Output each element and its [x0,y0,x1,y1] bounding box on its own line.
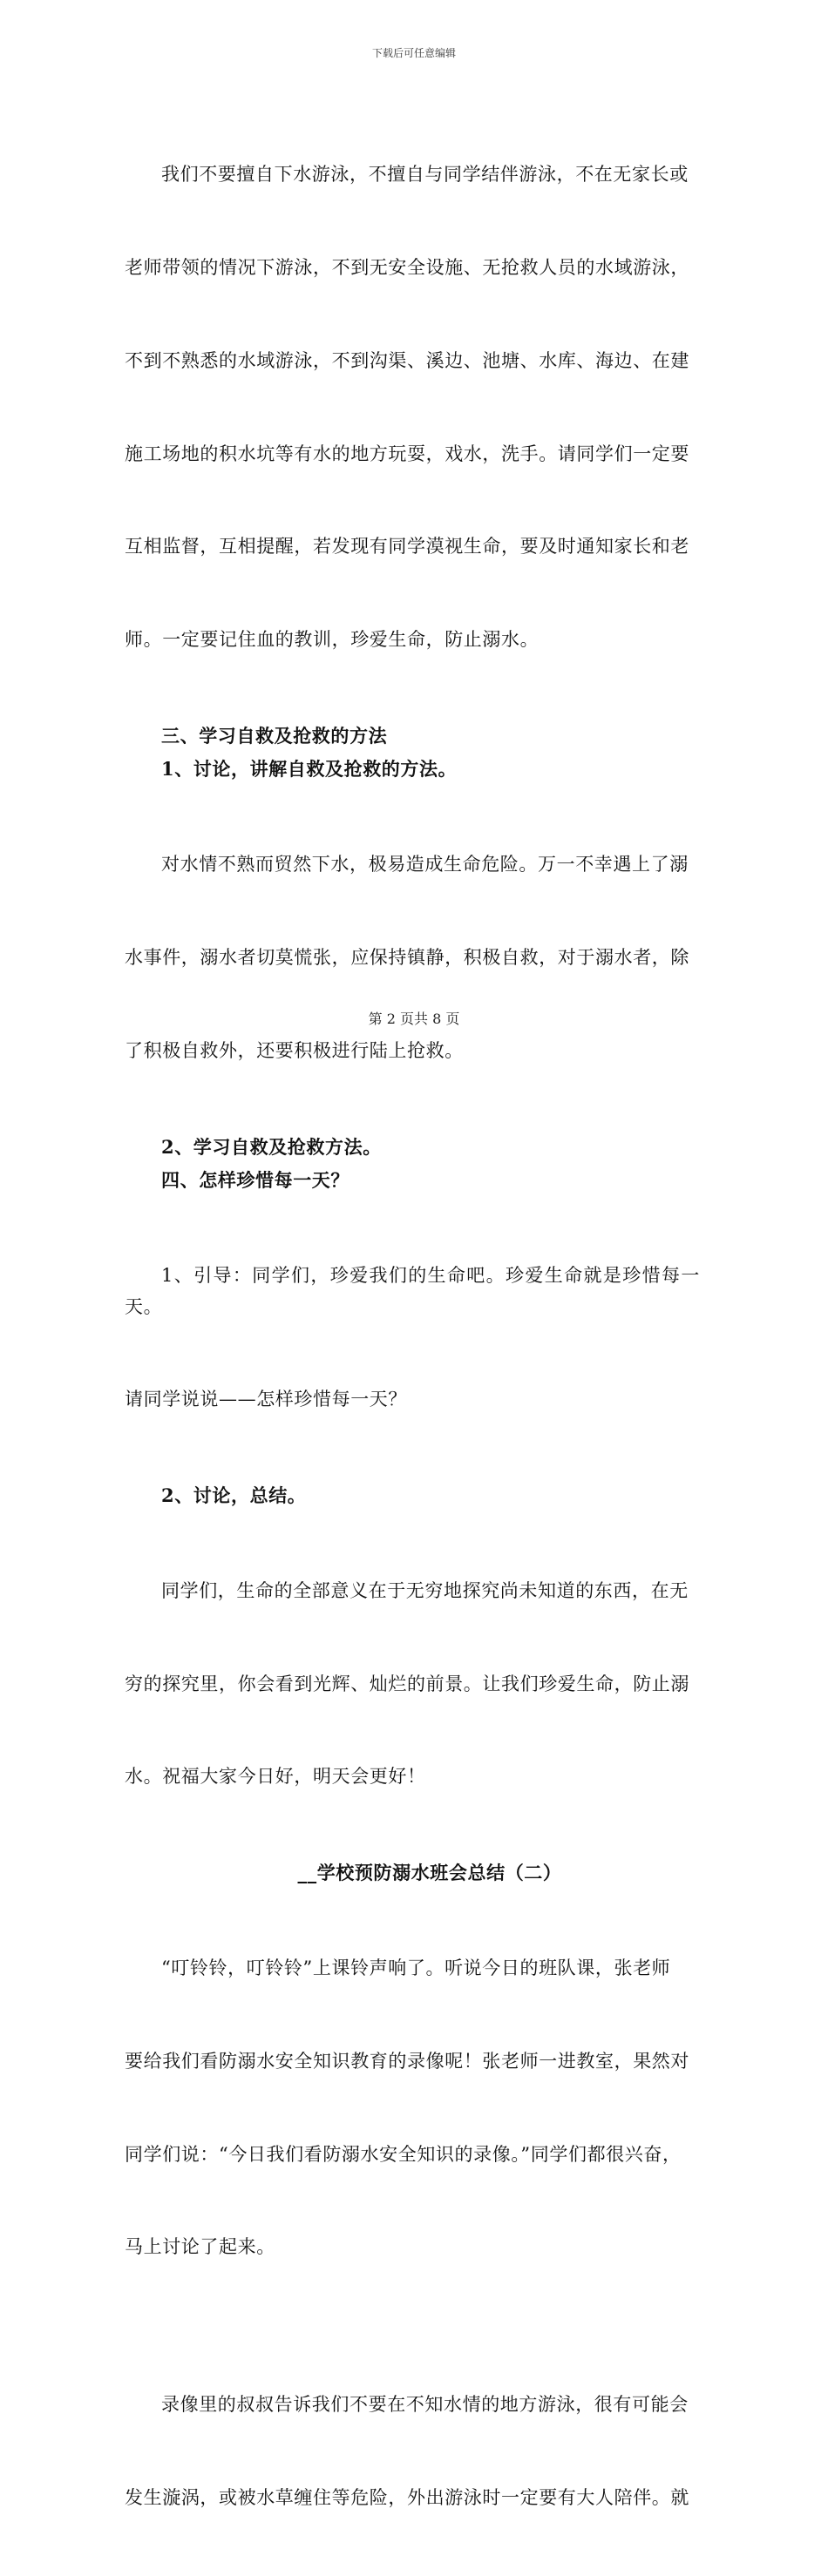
document-body [125,98,700,2576]
subheading-4-2: 2、讨论，总结。 [161,1484,307,1507]
paragraph-swimming-rules [125,98,700,718]
subheading-3-2: 2、学习自救及抢救方法。 [161,1135,382,1158]
text-line: 录像里的叔叔告诉我们不要在不知水情的地方游泳，很有可能会 [161,2394,689,2416]
text-line: 水。祝福大家今日好，明天会更好！ [125,1766,426,1788]
text-line: 发生漩涡，或被水草缠住等危险，外出游泳时一定要有大人陪伴。就 [125,2487,689,2509]
subheading-3-1: 1、讨论，讲解自救及抢救的方法。 [161,758,458,781]
paragraph-guidance [125,1199,700,1477]
paragraph-class-bell [125,1891,700,2325]
text-line: 对水情不熟而贸然下水，极易造成生命危险。万一不幸遇上了溺 [161,854,689,876]
paragraph-conclusion [125,1514,700,1856]
paragraph-video [125,2328,700,2576]
text-line: 师。一定要记住血的教训，珍爱生命，防止溺水。 [125,629,540,651]
section-heading-4: 四、怎样珍惜每一天？ [161,1169,350,1192]
text-line: 互相监督，互相提醒，若发现有同学漠视生命，要及时通知家长和老 [125,536,689,558]
text-line: 施工场地的积水坑等有水的地方玩耍，戏水，洗手。请同学们一定要 [125,443,689,464]
text-line: 1、引导：同学们，珍爱我们的生命吧。珍爱生命就是珍惜每一天。 [125,1264,700,1317]
text-line: 同学们说：“今日我们看防溺水安全知识的录像。”同学们都很兴奋， [125,2143,682,2165]
text-line: “叮铃铃，叮铃铃”上课铃声响了。听说今日的班队课，张老师 [161,1957,671,1979]
article-title: __学校预防溺水班会总结（二） [297,1862,562,1884]
text-line: 不到不熟悉的水域游泳，不到沟渠、溪边、池塘、水库、海边、在建 [125,349,689,371]
section-heading-3: 三、学习自救及抢救的方法 [161,724,388,747]
text-line: 马上讨论了起来。 [125,2236,275,2258]
text-line: 要给我们看防溺水安全知识教育的录像呢！张老师一进教室，果然对 [125,2050,689,2072]
paragraph-self-rescue [125,788,700,1129]
text-line: 水事件，溺水者切莫慌张，应保持镇静，积极自救，对于溺水者，除 [125,947,689,969]
text-line: 穷的探究里，你会看到光辉、灿烂的前景。让我们珍爱生命，防止溺 [125,1673,689,1694]
text-line: 了积极自救外，还要积极进行陆上抢救。 [125,1039,464,1061]
text-line: 我们不要擅自下水游泳，不擅自与同学结伴游泳，不在无家长或 [161,164,689,186]
text-line: 同学们，生命的全部意义在于无穷地探究尚未知道的东西，在无 [161,1579,689,1601]
page-footer: 第 2 页共 8 页 [368,1011,460,1027]
text-line: 老师带领的情况下游泳，不到无安全设施、无抢救人员的水域游泳， [125,256,689,278]
page-header: 下载后可任意编辑 [371,47,456,59]
text-line: 请同学说说——怎样珍惜每一天？ [125,1389,407,1410]
